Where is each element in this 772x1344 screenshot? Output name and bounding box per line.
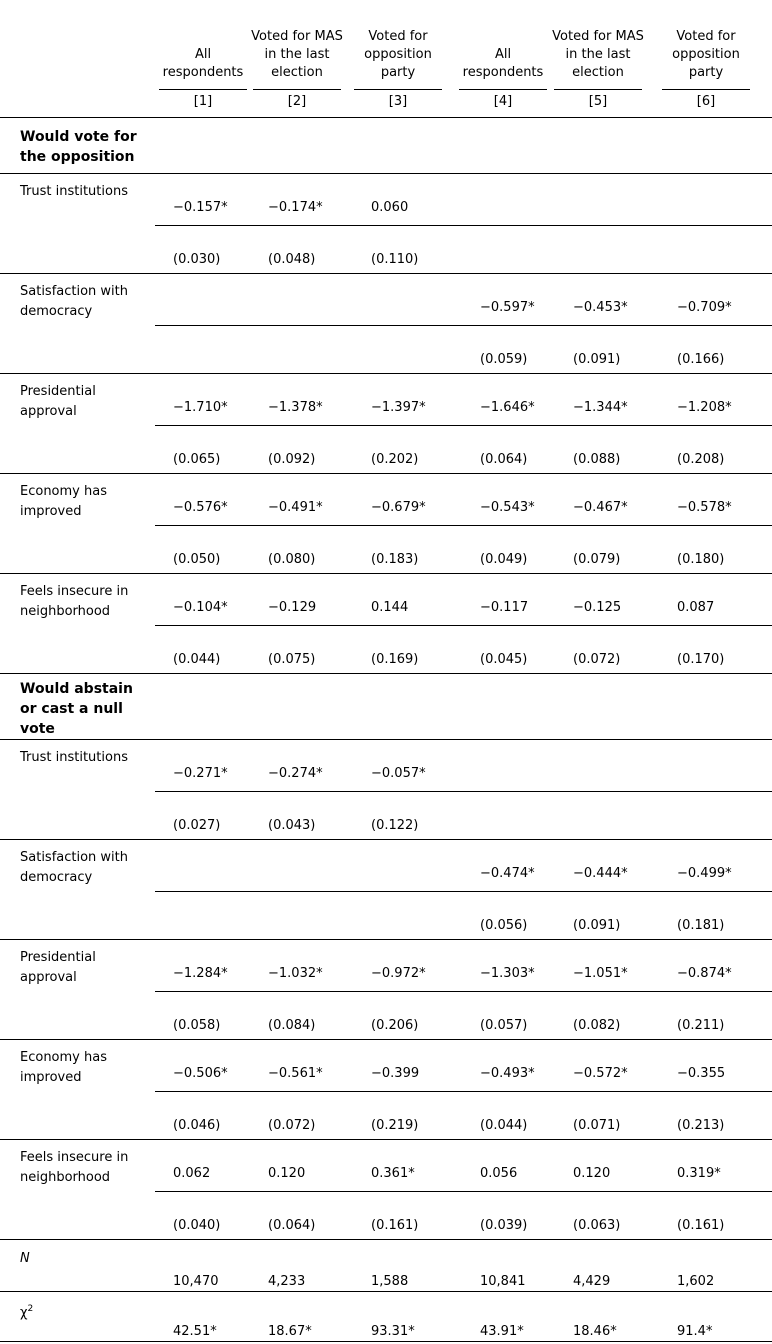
row-label: Feels insecure in neighborhood — [20, 1150, 129, 1185]
standard-error: (0.045) — [480, 652, 528, 667]
coefficient: 0.319* — [677, 1166, 721, 1181]
chi-square-value: 18.46* — [573, 1324, 617, 1339]
standard-error: (0.040) — [173, 1218, 221, 1233]
coefficient: 0.062 — [173, 1166, 211, 1181]
standard-error: (0.183) — [371, 552, 419, 567]
coefficient: 0.144 — [371, 600, 409, 615]
standard-error: (0.072) — [573, 652, 621, 667]
standard-error: (0.050) — [173, 552, 221, 567]
row-rule — [0, 1239, 772, 1240]
chi-square-value: 43.91* — [480, 1324, 524, 1339]
coefficient: −0.972* — [371, 966, 426, 981]
standard-error: (0.219) — [371, 1118, 419, 1133]
standard-error: (0.091) — [573, 352, 621, 367]
coefficient: −0.572* — [573, 1066, 628, 1081]
row-mid-rule — [155, 225, 772, 226]
row-mid-rule — [155, 991, 772, 992]
footer-rule — [0, 1291, 772, 1292]
standard-error: (0.072) — [268, 1118, 316, 1133]
section-rule — [0, 739, 772, 740]
coefficient: −1.032* — [268, 966, 323, 981]
column-header-rule — [554, 89, 642, 90]
footer-rule — [0, 1341, 772, 1342]
standard-error: (0.161) — [677, 1218, 725, 1233]
chi-square-value: 93.31* — [371, 1324, 415, 1339]
row-mid-rule — [155, 525, 772, 526]
standard-error: (0.064) — [480, 452, 528, 467]
coefficient: −0.561* — [268, 1066, 323, 1081]
standard-error: (0.027) — [173, 818, 221, 833]
chi-square-label: $\chi^2$ — [20, 1304, 34, 1321]
standard-error: (0.208) — [677, 452, 725, 467]
row-rule — [0, 573, 772, 574]
standard-error: (0.180) — [677, 552, 725, 567]
column-number: [6] — [696, 94, 716, 109]
coefficient: −0.474* — [480, 866, 535, 881]
coefficient: −0.576* — [173, 500, 228, 515]
coefficient: −0.399 — [371, 1066, 420, 1081]
n-label: N — [20, 1251, 30, 1266]
row-rule — [0, 1139, 772, 1140]
coefficient: 0.060 — [371, 200, 409, 215]
standard-error: (0.213) — [677, 1118, 725, 1133]
standard-error: (0.057) — [480, 1018, 528, 1033]
column-number: [5] — [588, 94, 608, 109]
standard-error: (0.064) — [268, 1218, 316, 1233]
coefficient: −0.709* — [677, 300, 732, 315]
row-mid-rule — [155, 325, 772, 326]
standard-error: (0.091) — [573, 918, 621, 933]
row-label: Satisfaction with democracy — [20, 850, 129, 885]
column-header-rule — [354, 89, 442, 90]
coefficient: −0.174* — [268, 200, 323, 215]
n-value: 4,233 — [268, 1274, 306, 1289]
standard-error: (0.202) — [371, 452, 419, 467]
coefficient: −1.051* — [573, 966, 628, 981]
coefficient: −1.344* — [573, 400, 628, 415]
column-header: Voted for MAS in the last election — [251, 29, 343, 80]
standard-error: (0.044) — [480, 1118, 528, 1133]
coefficient: −0.493* — [480, 1066, 535, 1081]
row-mid-rule — [155, 891, 772, 892]
coefficient: −0.499* — [677, 866, 732, 881]
row-rule — [0, 673, 772, 674]
section-title: Would abstain or cast a null vote — [20, 681, 133, 737]
row-mid-rule — [155, 791, 772, 792]
coefficient: −0.467* — [573, 500, 628, 515]
row-label: Presidential approval — [20, 950, 96, 985]
standard-error: (0.046) — [173, 1118, 221, 1133]
standard-error: (0.082) — [573, 1018, 621, 1033]
standard-error: (0.030) — [173, 252, 221, 267]
row-rule — [0, 839, 772, 840]
header-bottom-rule — [0, 117, 772, 118]
standard-error: (0.166) — [677, 352, 725, 367]
n-value: 10,841 — [480, 1274, 526, 1289]
row-label: Satisfaction with democracy — [20, 284, 129, 319]
column-header: Voted for opposition party — [364, 29, 432, 80]
column-number: [2] — [287, 94, 307, 109]
column-header-rule — [662, 89, 750, 90]
standard-error: (0.211) — [677, 1018, 725, 1033]
column-header: Voted for opposition party — [672, 29, 740, 80]
section-rule — [0, 173, 772, 174]
standard-error: (0.110) — [371, 252, 419, 267]
coefficient: −1.378* — [268, 400, 323, 415]
coefficient: −1.710* — [173, 400, 228, 415]
standard-error: (0.065) — [173, 452, 221, 467]
column-header: All respondents — [162, 47, 244, 80]
standard-error: (0.080) — [268, 552, 316, 567]
standard-error: (0.075) — [268, 652, 316, 667]
standard-error: (0.043) — [268, 818, 316, 833]
standard-error: (0.056) — [480, 918, 528, 933]
column-number: [4] — [493, 94, 513, 109]
coefficient: −0.125 — [573, 600, 622, 615]
chi-square-value: 91.4* — [677, 1324, 713, 1339]
coefficient: −0.578* — [677, 500, 732, 515]
coefficient: −1.397* — [371, 400, 426, 415]
row-rule — [0, 373, 772, 374]
row-rule — [0, 939, 772, 940]
row-mid-rule — [155, 1091, 772, 1092]
coefficient: −0.117 — [480, 600, 529, 615]
standard-error: (0.039) — [480, 1218, 528, 1233]
n-value: 4,429 — [573, 1274, 611, 1289]
row-rule — [0, 473, 772, 474]
coefficient: −0.453* — [573, 300, 628, 315]
column-number: [1] — [193, 94, 213, 109]
coefficient: 0.120 — [573, 1166, 611, 1181]
coefficient: −0.057* — [371, 766, 426, 781]
coefficient: −0.679* — [371, 500, 426, 515]
standard-error: (0.079) — [573, 552, 621, 567]
row-label: Trust institutions — [20, 750, 128, 765]
standard-error: (0.058) — [173, 1018, 221, 1033]
standard-error: (0.063) — [573, 1218, 621, 1233]
row-rule — [0, 273, 772, 274]
row-label: Feels insecure in neighborhood — [20, 584, 129, 619]
row-rule — [0, 1039, 772, 1040]
column-header-rule — [253, 89, 341, 90]
standard-error: (0.049) — [480, 552, 528, 567]
standard-error: (0.169) — [371, 652, 419, 667]
coefficient: −1.284* — [173, 966, 228, 981]
row-label: Trust institutions — [20, 184, 128, 199]
coefficient: −0.444* — [573, 866, 628, 881]
coefficient: −0.491* — [268, 500, 323, 515]
section-title: Would vote for the opposition — [20, 129, 137, 165]
coefficient: −0.104* — [173, 600, 228, 615]
coefficient: −0.874* — [677, 966, 732, 981]
standard-error: (0.059) — [480, 352, 528, 367]
coefficient: 0.120 — [268, 1166, 306, 1181]
coefficient: −0.597* — [480, 300, 535, 315]
n-value: 1,588 — [371, 1274, 409, 1289]
row-label: Economy has improved — [20, 1050, 107, 1085]
coefficient: −1.208* — [677, 400, 732, 415]
standard-error: (0.122) — [371, 818, 419, 833]
n-value: 10,470 — [173, 1274, 219, 1289]
column-header: All respondents — [462, 47, 544, 80]
row-mid-rule — [155, 625, 772, 626]
superscript: 2 — [27, 1304, 34, 1314]
chi-square-value: 42.51* — [173, 1324, 217, 1339]
column-header-rule — [159, 89, 247, 90]
coefficient: −1.303* — [480, 966, 535, 981]
coefficient: −1.646* — [480, 400, 535, 415]
standard-error: (0.092) — [268, 452, 316, 467]
standard-error: (0.161) — [371, 1218, 419, 1233]
coefficient: −0.543* — [480, 500, 535, 515]
standard-error: (0.044) — [173, 652, 221, 667]
column-header: Voted for MAS in the last election — [552, 29, 644, 80]
standard-error: (0.181) — [677, 918, 725, 933]
standard-error: (0.084) — [268, 1018, 316, 1033]
standard-error: (0.048) — [268, 252, 316, 267]
coefficient: 0.056 — [480, 1166, 518, 1181]
coefficient: −0.355 — [677, 1066, 726, 1081]
column-header-rule — [459, 89, 547, 90]
coefficient: −0.506* — [173, 1066, 228, 1081]
coefficient: −0.271* — [173, 766, 228, 781]
row-label: Presidential approval — [20, 384, 96, 419]
standard-error: (0.170) — [677, 652, 725, 667]
coefficient: 0.087 — [677, 600, 715, 615]
coefficient: −0.157* — [173, 200, 228, 215]
coefficient: 0.361* — [371, 1166, 415, 1181]
chi-square-value: 18.67* — [268, 1324, 312, 1339]
coefficient: −0.274* — [268, 766, 323, 781]
standard-error: (0.088) — [573, 452, 621, 467]
standard-error: (0.071) — [573, 1118, 621, 1133]
coefficient: −0.129 — [268, 600, 317, 615]
row-label: Economy has improved — [20, 484, 107, 519]
row-mid-rule — [155, 1191, 772, 1192]
n-value: 1,602 — [677, 1274, 715, 1289]
standard-error: (0.206) — [371, 1018, 419, 1033]
column-number: [3] — [388, 94, 408, 109]
row-mid-rule — [155, 425, 772, 426]
